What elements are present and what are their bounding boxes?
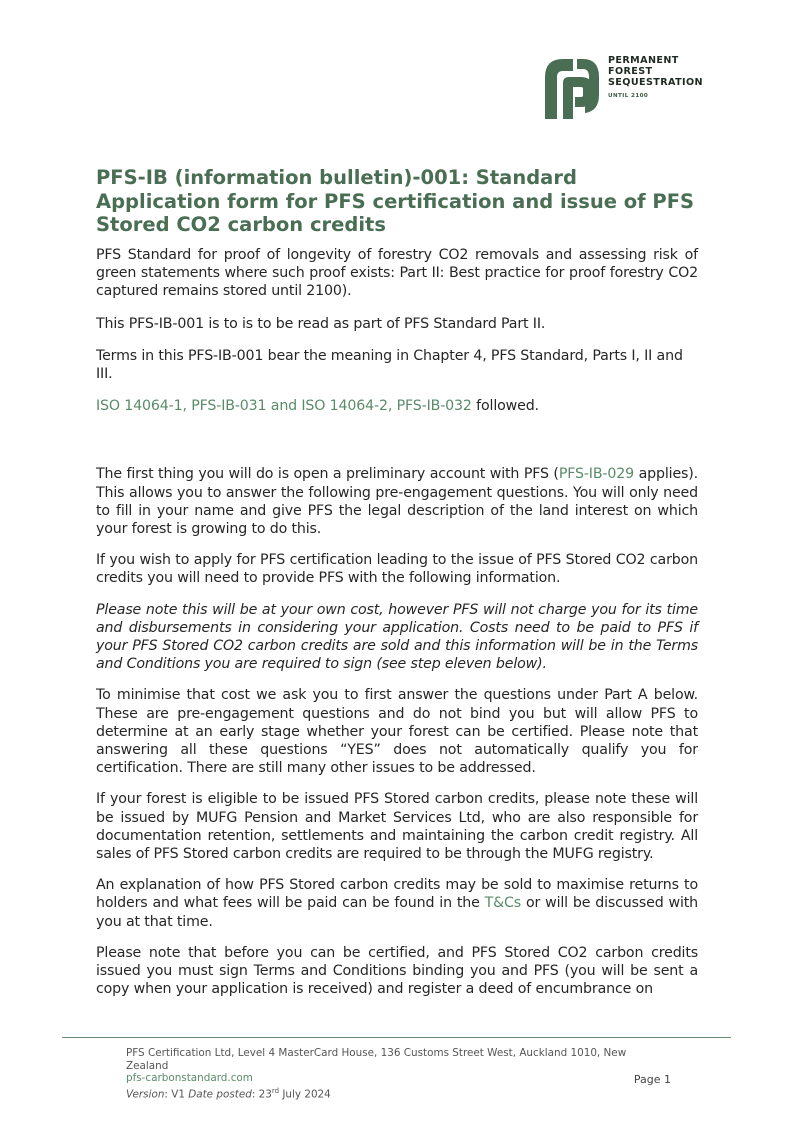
tcs-link[interactable]: T&Cs: [484, 895, 522, 912]
explanation-text-a: An explanation of how PFS Stored carbon credits may be sold to maximise returns to holders and what fees will be paid can be found in the: [96, 877, 698, 912]
minimise-cost-paragraph: To minimise that cost we ask you to first answer the questions under Part A below. These are pre-engagement questions and do not bind you but will allow PFS to determine at an early stage whether your forest can be certified. Please note that answering all these questions “YES” does not automatically qualify you for certification. There are still many other issues to be addressed.: [96, 687, 698, 777]
apply-paragraph: If you wish to apply for PFS certification leading to the issue of PFS Stored CO2 carbon credits you will need to provide PFS with the following information.: [96, 552, 698, 587]
explanation-paragraph: [96, 876, 698, 931]
cost-note-paragraph: Please note this will be at your own cost, however PFS will not charge you for its time and disbursements in considering your application. Costs need to be paid to PFS if your PFS Stored CO2 carbon credits are sold and this information will be in the Terms and Conditions you are required to sign (see step eleven below).: [96, 601, 698, 673]
iso-paragraph: [96, 397, 698, 415]
date-day: : 23: [251, 1087, 272, 1100]
read-as-part-paragraph: This PFS-IB-001 is to is to be read as part of PFS Standard Part II.: [96, 315, 546, 332]
terms-conditions-paragraph: Please note that before you can be certified, and PFS Stored CO2 carbon credits issued you must sign Terms and Conditions binding you and PFS (you will be sent a copy when your application is received) and register a deed of encumbrance on: [96, 944, 698, 998]
logo-subtitle: UNTIL 2100: [608, 93, 649, 99]
logo-line-2: FOREST: [608, 66, 653, 77]
preliminary-account-text-b: applies). This allows you to answer the following pre-engagement questions. You will only need to fill in your name and give PFS the legal description of the land interest on which your forest is growing to do this.: [96, 466, 699, 538]
pfs-logo-mark-icon: [541, 55, 603, 123]
iso-link[interactable]: ISO 14064-1, PFS-IB-031 and ISO 14064-2, PFS-IB-032: [96, 398, 472, 415]
footer-version-date: [126, 1085, 671, 1101]
document-body: [96, 246, 698, 999]
pfs-logo: [541, 55, 721, 123]
footer-address: PFS Certification Ltd, Level 4 MasterCard House, 136 Customs Street West, Auckland 1010, New Zealand: [126, 1047, 627, 1072]
iso-paragraph-text: followed.: [471, 398, 539, 415]
footer-website-link[interactable]: pfs-carbonstandard.com: [126, 1072, 253, 1084]
pfs-ib-029-link[interactable]: PFS-IB-029: [558, 466, 635, 483]
mufg-paragraph: If your forest is eligible to be issued PFS Stored carbon credits, please note these will be issued by MUFG Pension and Market Services Ltd, who are also responsible for documentation retention, settlements and maintaining the carbon credit registry. All sales of PFS Stored carbon credits are required to be through the MUFG registry.: [96, 791, 698, 863]
terms-paragraph: Terms in this PFS-IB-001 bear the meaning in Chapter 4, PFS Standard, Parts I, II and III.: [96, 347, 683, 383]
footer-divider: [62, 1037, 731, 1038]
logo-wordmark: [608, 55, 703, 88]
page-number: Page 1: [633, 1073, 671, 1086]
page-footer: [126, 1047, 671, 1100]
preliminary-account-paragraph: [96, 465, 698, 538]
date-suffix: rd: [271, 1086, 280, 1095]
version-value: : V1: [164, 1087, 189, 1100]
preliminary-account-text-a: The first thing you will do is open a preliminary account with PFS (: [96, 466, 559, 483]
version-label: Version: [126, 1087, 165, 1100]
logo-line-3: SEQUESTRATION: [608, 77, 703, 88]
date-rest: July 2024: [279, 1087, 331, 1100]
logo-line-1: PERMANENT: [608, 55, 679, 66]
explanation-text-b: or will be discussed with you at that time.: [96, 895, 698, 930]
document-title: PFS-IB (information bulletin)-001: Standard Application form for PFS certification and issue of PFS Stored CO2 carbon credits: [96, 166, 695, 236]
date-label: Date posted: [188, 1087, 252, 1100]
intro-paragraph: PFS Standard for proof of longevity of forestry CO2 removals and assessing risk of green statements where such proof exists: Part II: Best practice for proof forestry CO2 captured remains stored until 2100).: [96, 247, 698, 300]
